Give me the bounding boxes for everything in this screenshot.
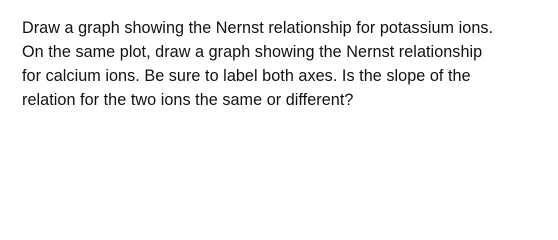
question-line-1: Draw a graph showing the Nernst relationship for potassium ions. bbox=[22, 19, 494, 37]
question-line-3: for calcium ions. Be sure to label both axes. Is the slope of the bbox=[22, 67, 471, 85]
question-line-2: On the same plot, draw a graph showing the Nernst relationship bbox=[22, 43, 483, 61]
question-text bbox=[22, 16, 544, 112]
question-line-4: relation for the two ions the same or different? bbox=[22, 91, 354, 109]
